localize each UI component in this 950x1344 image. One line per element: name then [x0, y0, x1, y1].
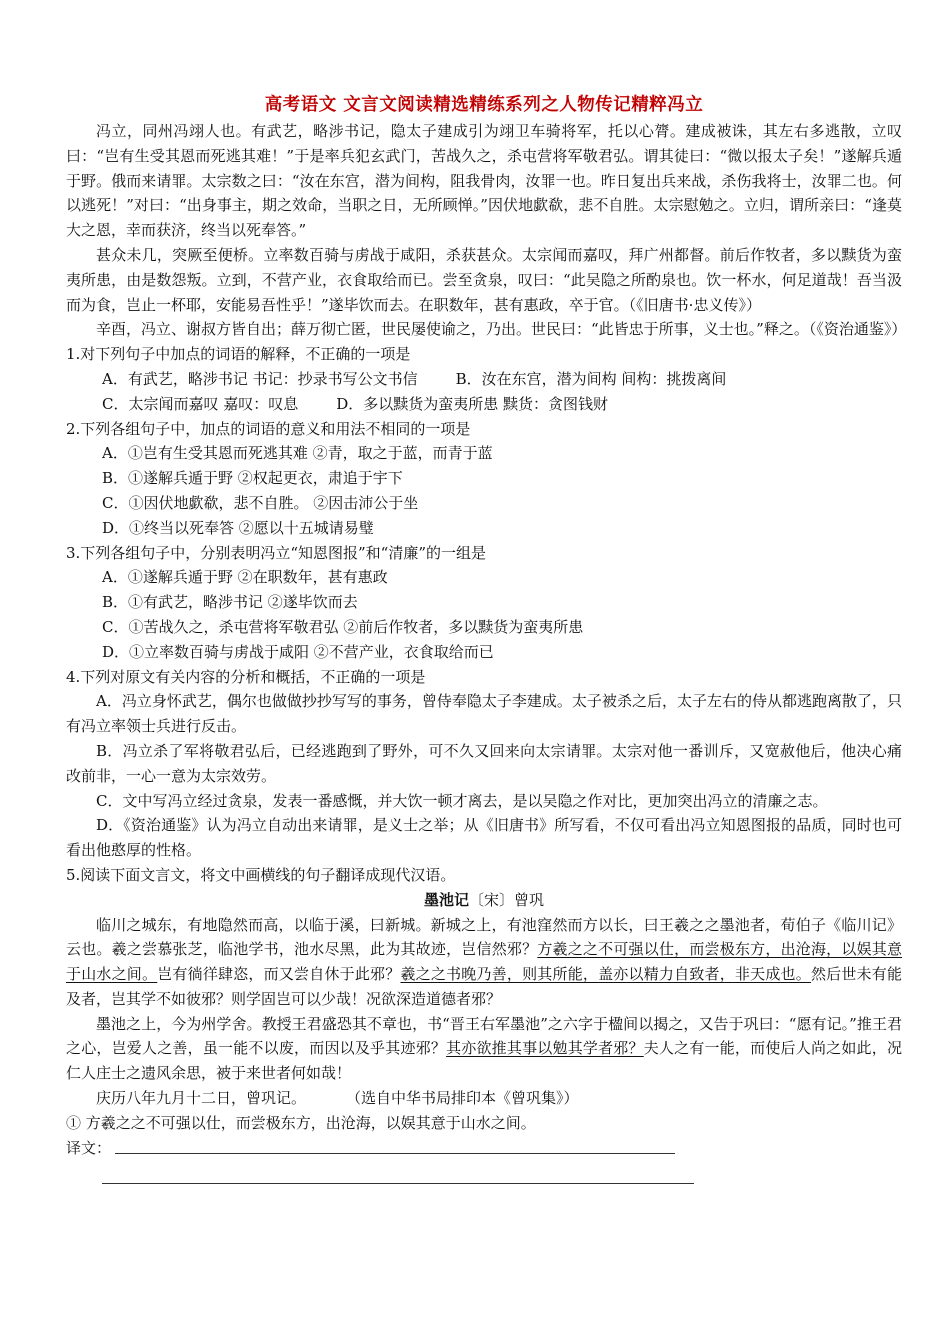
mochi-ji-dateline: 庆历八年九月十二日，曾巩记。: [96, 1089, 307, 1108]
mochi-ji-dateline-row: [66, 1086, 902, 1111]
question-2-option-d: D．①终当以死奉答 ②愿以十五城请易璧: [102, 518, 374, 537]
document-title: 高考语文 文言文阅读精选精练系列之人物传记精粹冯立: [264, 95, 704, 115]
question-1-stem: 1.对下列句子中加点的词语的解释，不正确的一项是: [66, 345, 411, 364]
question-2-stem: 2.下列各组句子中，加点的词语的意义和用法不相同的一项是: [66, 419, 471, 438]
mochi-ji-paragraph-2: [66, 1012, 902, 1086]
question-2-option-a: A．①岂有生受其恩而死逃其难 ②青，取之于蓝，而青于蓝: [102, 444, 493, 463]
question-5-stem: 5.阅读下面文言文，将文中画横线的句子翻译成现代汉语。: [66, 865, 456, 884]
question-1-options-row-1: [66, 367, 902, 392]
mochi-ji-author: 〔宋〕曾巩: [469, 890, 545, 909]
mochi-ji-heading: [66, 888, 902, 913]
mochi-text: 岂有徜徉肆恣，而又尝自休于此邪？: [157, 965, 401, 984]
question-3-option-a: A．①遂解兵遁于野 ②在职数年，甚有惠政: [102, 568, 388, 587]
document-page: [66, 92, 907, 1184]
mochi-text: 临川之城东，有地隐然而高，以临于溪，曰新城。新城之上，有池窪然而方以长，曰王羲之之墨池者，荀伯子《临川记》云也。羲之尝慕张芝，临池学书，池水尽黑，此为其故迹，岂信然邪？: [66, 915, 902, 959]
underlined-sentence-3: 其亦欲推其事以勉其学者邪？: [446, 1039, 644, 1058]
answer-line-2[interactable]: [102, 1182, 694, 1184]
question-3-option-d: D．①立率数百骑与虏战于咸阳 ②不营产业，衣食取给而已: [102, 642, 494, 661]
question-4-option-b: B．冯立杀了军将敬君弘后，已经逃跑到了野外，可不久又回来向太宗请罪。太宗对他一番训斥，又宽赦他后，他决心痛改前非，一心一意为太宗效劳。: [66, 741, 902, 785]
mochi-text: 然后世未有能及者，岂其学不如彼邪？则学固岂可以少哉！况欲深造道德者邪？: [66, 965, 902, 1008]
translation-label: 译文：: [66, 1138, 112, 1157]
question-4-option-a: A．冯立身怀武艺，偶尔也做做抄抄写写的事务，曾侍奉隐太子李建成。太子被杀之后，太子左右的侍从都逃跑离散了，只有冯立率领士兵进行反击。: [66, 692, 902, 736]
question-3-option-b: B．①有武艺，略涉书记 ②遂毕饮而去: [102, 593, 358, 612]
translation-sentence: ① 方羲之之不可强以仕，而尝极东方，出沧海，以娱其意于山水之间。: [66, 1113, 536, 1132]
mochi-ji-title: 墨池记: [423, 890, 469, 909]
translation-answer-row: [66, 1136, 902, 1161]
mochi-text: 墨池之上，今为州学舍。教授王君盛恐其不章也，书“晋王右军墨池”之六字于楹间以揭之，又告于巩曰：“愿有记。”推王君之心，岂爱人之善，虽一能不以废，而因以及乎其迹邪？: [66, 1014, 902, 1058]
passage-paragraph-3: 辛酉，冯立、谢叔方皆自出；薛万彻亡匿，世民屡使谕之，乃出。世民曰：“此皆忠于所事，义士也。”释之。（《资治通鉴》）: [96, 320, 907, 339]
question-2-option-b: B．①遂解兵遁于野 ②权起更衣，肃追于宇下: [102, 469, 403, 488]
answer-line-1[interactable]: [115, 1152, 675, 1154]
question-3-option-c: C．①苦战久之，杀屯营将军敬君弘 ②前后作牧者，多以黩货为蛮夷所患: [102, 617, 584, 636]
mochi-ji-source: （选自中华书局排印本《曾巩集》）: [346, 1089, 579, 1108]
passage-paragraph-2: 甚众未几，突厥至便桥。立率数百骑与虏战于咸阳，杀获甚众。太宗闻而嘉叹，拜广州都督。前后作牧者，多以黩货为蛮夷所患，由是数怨叛。立到，不营产业，衣食取给而已。尝至贪泉，叹曰：“此吴隐之所酌泉也。饮一杯水，何足道哉！吾当汲而为食，岂止一杯耶，安能易吾性乎！”遂毕饮而去。在职数年，甚有惠政，卒于官。（《旧唐书·忠义传》）: [66, 245, 902, 314]
question-4-option-c: C．文中写冯立经过贪泉，发表一番感慨，并大饮一顿才离去，是以吴隐之作对比，更加突出冯立的清廉之志。: [96, 791, 828, 810]
question-1-option-a: A．有武艺，略涉书记 书记：抄录书写公文书信: [102, 369, 418, 388]
question-3-stem: 3.下列各组句子中，分别表明冯立“知恩图报”和“清廉”的一组是: [66, 543, 486, 562]
underlined-sentence-1: 方羲之之不可强以仕，而尝极东方，出沧海，以娱其意于山水之间。: [66, 940, 902, 984]
question-4-option-d: D．《资治通鉴》认为冯立自动出来请罪，是义士之举；从《旧唐书》所写看，不仅可看出冯立知恩图报的品质，同时也可看出他憨厚的性格。: [66, 816, 902, 860]
question-1-options-row-2: [66, 392, 902, 417]
question-4-stem: 4.下列对原文有关内容的分析和概括，不正确的一项是: [66, 667, 426, 686]
question-1-option-c: C．太宗闻而嘉叹 嘉叹：叹息: [102, 394, 299, 413]
question-1-option-b: B．汝在东宫，潜为间构 间构：挑拨离间: [455, 369, 727, 388]
mochi-text: 夫人之有一能，而使后人尚之如此，况仁人庄士之遗风余思，被于来世者何如哉！: [66, 1039, 902, 1083]
passage-paragraph-1: 冯立，同州冯翊人也。有武艺，略涉书记，隐太子建成引为翊卫车骑将军，托以心膂。建成被诛，其左右多逃散，立叹曰：“岂有生受其恩而死逃其难！”于是率兵犯玄武门，苦战久之，杀屯营将军敬君弘。谓其徒曰：“微以报太子矣！”遂解兵遁于野。俄而来请罪。太宗数之曰：“汝在东宫，潜为间构，阻我骨肉，汝罪一也。昨日复出兵来战，杀伤我将士，汝罪二也。何以逃死！”对曰：“出身事主，期之效命，当职之日，无所顾惮。”因伏地歔欷，悲不自胜。太宗慰勉之。立归，谓所亲曰：“逢莫大之恩，幸而获济，终当以死奉答。”: [66, 122, 902, 240]
underlined-sentence-2: 羲之之书晚乃善，则其所能，盖亦以精力自致者，非天成也。: [400, 965, 811, 984]
question-2-option-c: C．①因伏地歔欷，悲不自胜。 ②因击沛公于坐: [102, 493, 419, 512]
mochi-ji-paragraph-1: [66, 913, 902, 1012]
question-1-option-d: D．多以黩货为蛮夷所患 黩货：贪图钱财: [336, 394, 609, 413]
